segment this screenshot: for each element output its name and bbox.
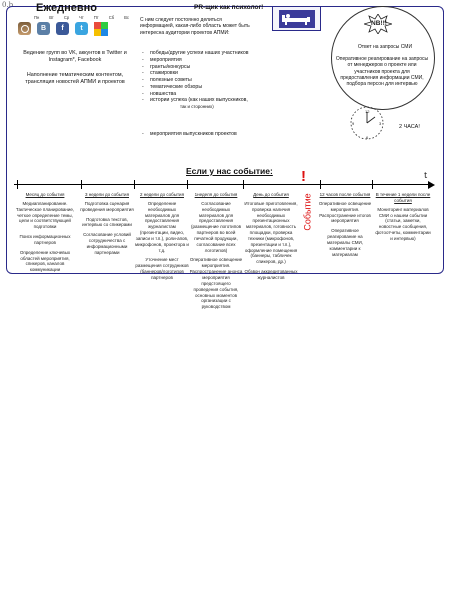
list-item: - гранты/конкурсы bbox=[142, 63, 191, 70]
event-label: Событие bbox=[302, 193, 313, 231]
list-item: - стажировки bbox=[142, 70, 178, 77]
corner-mark: 0.b bbox=[2, 1, 14, 9]
list-item: - победы/другие успехи наших участников bbox=[142, 50, 249, 56]
daily-title: Ежедневно bbox=[36, 2, 97, 14]
section-title: Если у нас событие: bbox=[186, 166, 273, 176]
twitter-icon: t bbox=[75, 22, 88, 35]
weekday-label: Чт bbox=[79, 15, 84, 20]
multiservice-icon bbox=[94, 22, 108, 36]
timeline-column: 2 недели до события Определение необходимых материалов для предоставления журналистам (презентации, видео, записи и т.п.), роли-апов, микрофонов, проектора и т.д. Уточнение мест размещения сотрудников (баннеров/логотипов партнеров bbox=[135, 192, 189, 280]
timeline-tick bbox=[17, 180, 18, 189]
timeline-tick bbox=[134, 180, 135, 189]
timeline-tick bbox=[81, 180, 82, 189]
list-item: - тематические обзоры bbox=[142, 83, 203, 90]
timeline-column: День до события Итоговые приготовления, проверка наличия необходимых презентационных материалов, готовность площадки, проверка техники (микрофонов, презентации и т.п.), оформление помещения (баннеры, табличек спикеров, др.) Обзвон аккредитованных журналистов bbox=[244, 192, 298, 280]
event-exclamation: ! bbox=[301, 168, 306, 185]
facebook-icon: f bbox=[56, 22, 69, 35]
daily-text-1: Ведение групп во VK, аккунтов в Twitter и Instagram*, Facebook bbox=[23, 50, 127, 63]
list-item: - полезные советы bbox=[142, 77, 192, 83]
weekday-label: Ср bbox=[63, 15, 70, 20]
daily-text-2: Наполнение тематическим контентом, трансляция новостей АПМИ и проектов bbox=[25, 72, 125, 85]
timeline-column: 3 недели до события Подготовка сценария проведения мероприятия Подготовка текстов, интервью со спикерами Согласование условий сотрудничества с информационными партнерами bbox=[80, 192, 134, 255]
timeline-column: Месяц до события Медиапланирование. Тактическое планирование, четкое определение темы, цели и соответствующей подготовки Поиск информационных партнеров Определение ключевых областей мероприятия, спикеров, каналов коммуникации bbox=[15, 192, 75, 273]
vk-icon: B bbox=[37, 22, 50, 35]
weekday-label: Вс bbox=[124, 15, 129, 20]
timeline-tick bbox=[320, 180, 321, 189]
list-item: - мероприятия bbox=[142, 56, 182, 63]
svg-text:3: 3 bbox=[379, 121, 382, 126]
timeline-tick bbox=[243, 180, 244, 189]
timeline-arrow-icon bbox=[428, 181, 435, 189]
svg-text:12: 12 bbox=[365, 109, 370, 114]
social-icons bbox=[18, 22, 108, 36]
pr-list bbox=[142, 50, 264, 111]
timeline-tick bbox=[187, 180, 188, 189]
list-item: - новшества bbox=[142, 90, 177, 97]
weekday-label: Пт bbox=[93, 15, 99, 20]
weekday-row bbox=[34, 15, 129, 20]
smi-text: Оперативное реагирование на запросы от менеджеров о проекте или участников проекта для предоставления информации СМИ, подбора персон для интервью bbox=[335, 56, 429, 87]
weekday-label: Вт bbox=[49, 15, 54, 20]
timeline-axis bbox=[14, 184, 430, 185]
timeline-column: 12 часов после события Оперативное освещение мероприятия. Распространение итогов мероприятия Оперативное реагирование на материалы СМИ, комментарии к материалам bbox=[318, 192, 372, 257]
pr-intro: С ним следует постоянно делиться информацией, какая-либо область может быть интересна аудитории проектов АПМИ: bbox=[140, 17, 250, 36]
psychologist-couch-icon bbox=[272, 6, 321, 31]
timeline-column: 1неделя до события Согласование необходимых материалов для предоставления (размещение логотипов партнеров во всей печатной продукции, согласование всех логотипов) Оперативное освещение мероприятия. Распространение анонса мероприятия предстоящего проведения события, основных моментов организации с руководством bbox=[189, 192, 243, 310]
two-hours-label: 2 ЧАСА! bbox=[399, 124, 420, 130]
list-item: - истории успеха (как наших выпускников, так и сторонних) bbox=[142, 97, 248, 109]
instagram-icon bbox=[18, 22, 31, 35]
svg-text:6: 6 bbox=[366, 135, 369, 140]
weekday-label: Сб bbox=[108, 15, 115, 20]
timeline-t-label: t bbox=[424, 171, 428, 180]
pr-title: PR-щик как психолог! bbox=[194, 4, 264, 11]
nb-label: NB!!! bbox=[371, 20, 387, 27]
timeline-column: В течение 1 недели после события Мониторинг материалов СМИ о нашем событии (статьи, заметки, новостные сообщения, фотоотчеты, комментарии и интервью) bbox=[375, 192, 431, 241]
timeline-tick bbox=[372, 180, 373, 189]
pr-last-item: - мероприятия выпускников проектов bbox=[142, 131, 237, 137]
smi-title: Ответ на запросы СМИ bbox=[357, 44, 413, 50]
clock-icon bbox=[347, 103, 387, 143]
svg-text:9: 9 bbox=[352, 121, 355, 126]
weekday-label: Пн bbox=[34, 15, 40, 20]
